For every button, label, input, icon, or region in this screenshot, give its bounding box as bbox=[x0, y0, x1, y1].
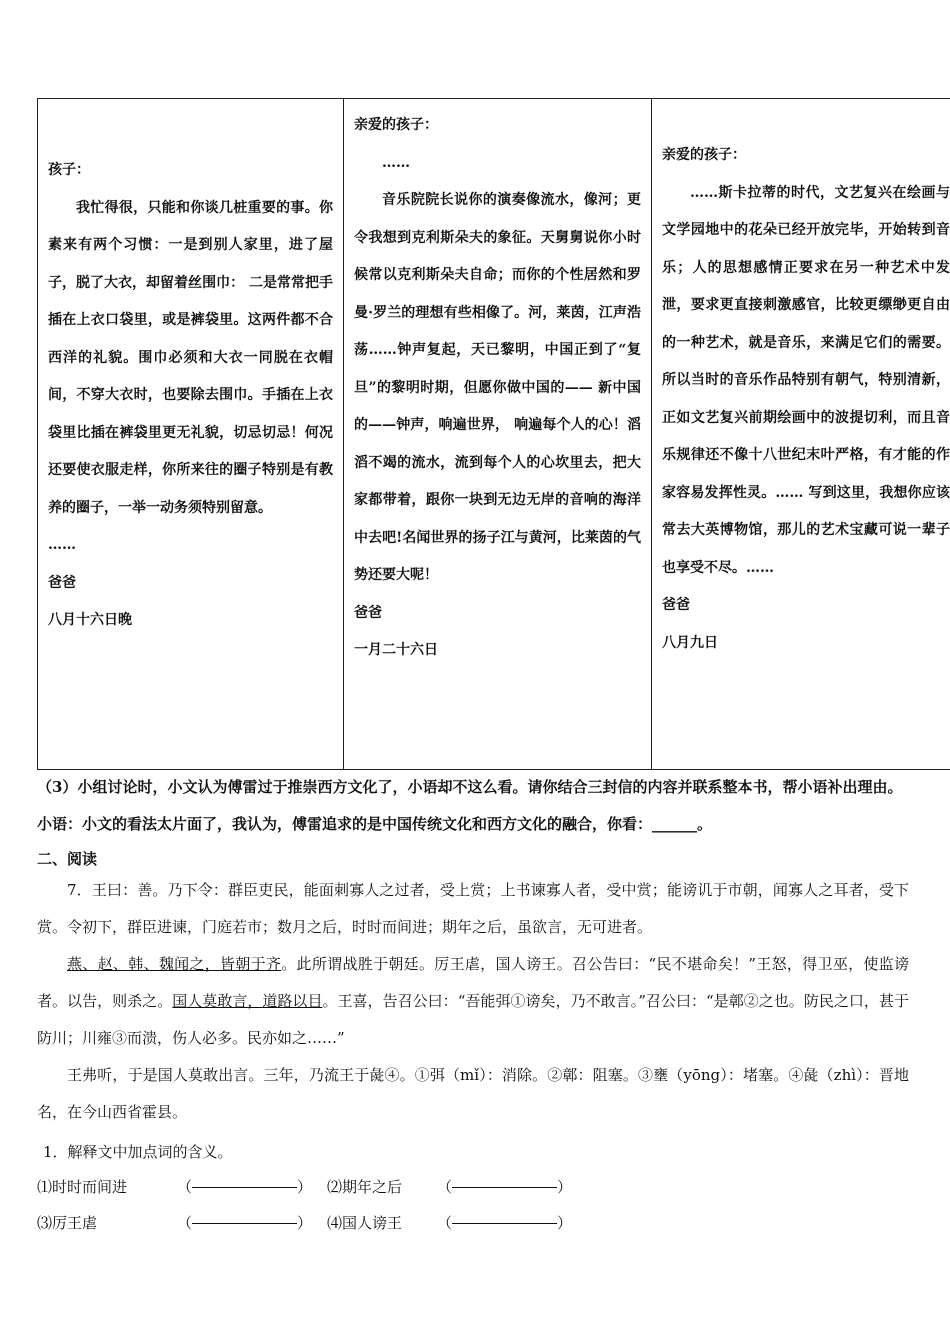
passage-paragraph-2-a: 。此所谓战胜于朝廷。厉王虐，国人谤王。召公告曰：“民不堪命矣！”王怒，得卫巫，使监谤者。以告，则杀之。 bbox=[37, 955, 909, 1010]
blank-item bbox=[327, 1205, 617, 1241]
blank-item bbox=[37, 1169, 327, 1205]
blank-row bbox=[37, 1169, 909, 1205]
passage-paragraph-2-b: 。王喜，告召公曰：“吾能弭①谤矣，乃不敢言。”召公曰：“是鄣②之也。防民之口，甚于防川；川雍③而溃，伤人必多。民亦如之……” bbox=[37, 992, 909, 1047]
letter-3-date: 八月九日 bbox=[662, 634, 718, 651]
letter-3-signature: 爸爸 bbox=[662, 597, 690, 613]
letter-2-greeting: 亲爱的孩子： bbox=[354, 117, 438, 133]
section-title: 二、阅读 bbox=[37, 850, 98, 868]
blanks bbox=[37, 1169, 909, 1241]
underlined-phrase-b: 国人莫敢言，道路以目 bbox=[172, 992, 323, 1010]
letter-1-greeting: 孩子： bbox=[48, 162, 90, 178]
blank-close: ） bbox=[557, 1178, 573, 1196]
passage-paragraph-3: 王弗听，于是国人莫敢出言。三年，乃流王于彘④。①弭（mǐ）：消除。②鄣：阻塞。③壅（yōng）：堵塞。④彘（zhì）：晋地名，在今山西省霍县。 bbox=[37, 1066, 909, 1121]
letter-3 bbox=[652, 99, 950, 770]
blank-label: ⑶厉王虐 bbox=[37, 1214, 98, 1232]
answer-blank[interactable] bbox=[192, 1205, 297, 1224]
letter-1-body: 我忙得很，只能和你谈几桩重要的事。你素来有两个习惯：一是到别人家里，进了屋子，脱了大衣，却留着丝围巾： 二是常常把手插在上衣口袋里，或是裤袋里。这两件都不合西洋的礼貌。围巾必须和大衣一同脱在衣帽间，不穿大衣时，也要除去围巾。手插在上衣袋里比插在裤袋里更无礼貌，切忌切忌！何况还要使衣服走样，你所来往的圈子特别是有教养的圈子，一举一动务须特别留意。 bbox=[48, 199, 333, 516]
answer-blank[interactable] bbox=[452, 1169, 557, 1188]
question-3: （3）小组讨论时，小文认为傅雷过于推崇西方文化了，小语却不这么看。请你结合三封信的内容并联系整本书，帮小语补出理由。 bbox=[37, 778, 903, 796]
reply-line: 小语：小文的看法太片面了，我认为，傅雷追求的是中国传统文化和西方文化的融合，你看：______。 bbox=[37, 815, 713, 833]
blank-close: ） bbox=[297, 1214, 313, 1232]
passage-paragraph-1: 7．王曰：善。乃下令：群臣吏民，能面刺寡人之过者，受上赏；上书谏寡人者，受中赏；能谤讥于市朝，闻寡人之耳者，受下赏。令初下，群臣进谏，门庭若市；数月之后，时时而间进；期年之后，虽欲言，无可进者。 bbox=[37, 881, 909, 936]
blank-row bbox=[37, 1205, 909, 1241]
blank-label: ⑴时时而间进 bbox=[37, 1178, 128, 1196]
letter-1-date: 八月十六日晚 bbox=[48, 612, 132, 628]
page bbox=[37, 98, 950, 1241]
blank-item bbox=[327, 1169, 617, 1205]
letter-1 bbox=[38, 99, 344, 770]
blank-close: ） bbox=[557, 1214, 573, 1232]
letter-1-signature: 爸爸 bbox=[48, 574, 76, 591]
passage-paragraph-2 bbox=[37, 946, 909, 1057]
letter-2-date: 一月二十六日 bbox=[354, 642, 438, 658]
letter-2-signature: 爸爸 bbox=[354, 604, 382, 621]
blank-close: ） bbox=[297, 1178, 313, 1196]
blank-item bbox=[37, 1205, 327, 1241]
blank-open: （ bbox=[177, 1214, 193, 1232]
answer-blank[interactable] bbox=[452, 1205, 557, 1224]
blank-open: （ bbox=[437, 1178, 453, 1196]
underlined-phrase-a: 燕、赵、韩、魏闻之，皆朝于齐 bbox=[67, 955, 282, 973]
blank-open: （ bbox=[437, 1214, 453, 1232]
question-1: 1．解释文中加点词的含义。 bbox=[43, 1143, 233, 1161]
letter-2-ellipsis: …… bbox=[382, 154, 410, 171]
blank-label: ⑷国人谤王 bbox=[327, 1214, 403, 1232]
blank-open: （ bbox=[177, 1178, 193, 1196]
answer-blank[interactable] bbox=[192, 1169, 297, 1188]
letter-2 bbox=[344, 99, 652, 770]
letter-3-greeting: 亲爱的孩子： bbox=[662, 147, 746, 163]
letter-1-ellipsis: …… bbox=[48, 537, 76, 553]
letters-table bbox=[37, 98, 950, 770]
blank-label: ⑵期年之后 bbox=[327, 1178, 403, 1196]
letter-3-body: ……斯卡拉蒂的时代，文艺复兴在绘画与文学园地中的花朵已经开放完毕，开始转到音乐；人的思想感情正要求在另一种艺术中发泄，要求更直接刺激感官，比较更缥缈更自由的一种艺术，就是音乐，来满足它们的需要。所以当时的音乐作品特别有朝气，特别清新，正如文艺复兴前期绘画中的波提切利，而且音乐规律还不像十八世纪末叶严格，有才能的作家容易发挥性灵。…… 写到这里，我想你应该常去大英博物馆，那儿的艺术宝藏可说一辈子也享受不尽。…… bbox=[662, 184, 950, 576]
letter-2-body: 音乐院院长说你的演奏像流水，像河；更令我想到克利斯朵夫的象征。天舅舅说你小时候常以克利斯朵夫自命；而你的个性居然和罗曼·罗兰的理想有些相像了。河，莱茵，江声浩荡……钟声复起，天已黎明，中国正到了“复旦”的黎明时期，但愿你做中国的—— 新中国的——钟声，响遍世界， 响遍每个人的心！滔滔不竭的流水，流到每个人的心坎里去，把大家都带着，跟你一块到无边无岸的音响的海洋中去吧!名闻世界的扬子江与黄河，比莱茵的气势还要大呢！ bbox=[354, 192, 641, 583]
